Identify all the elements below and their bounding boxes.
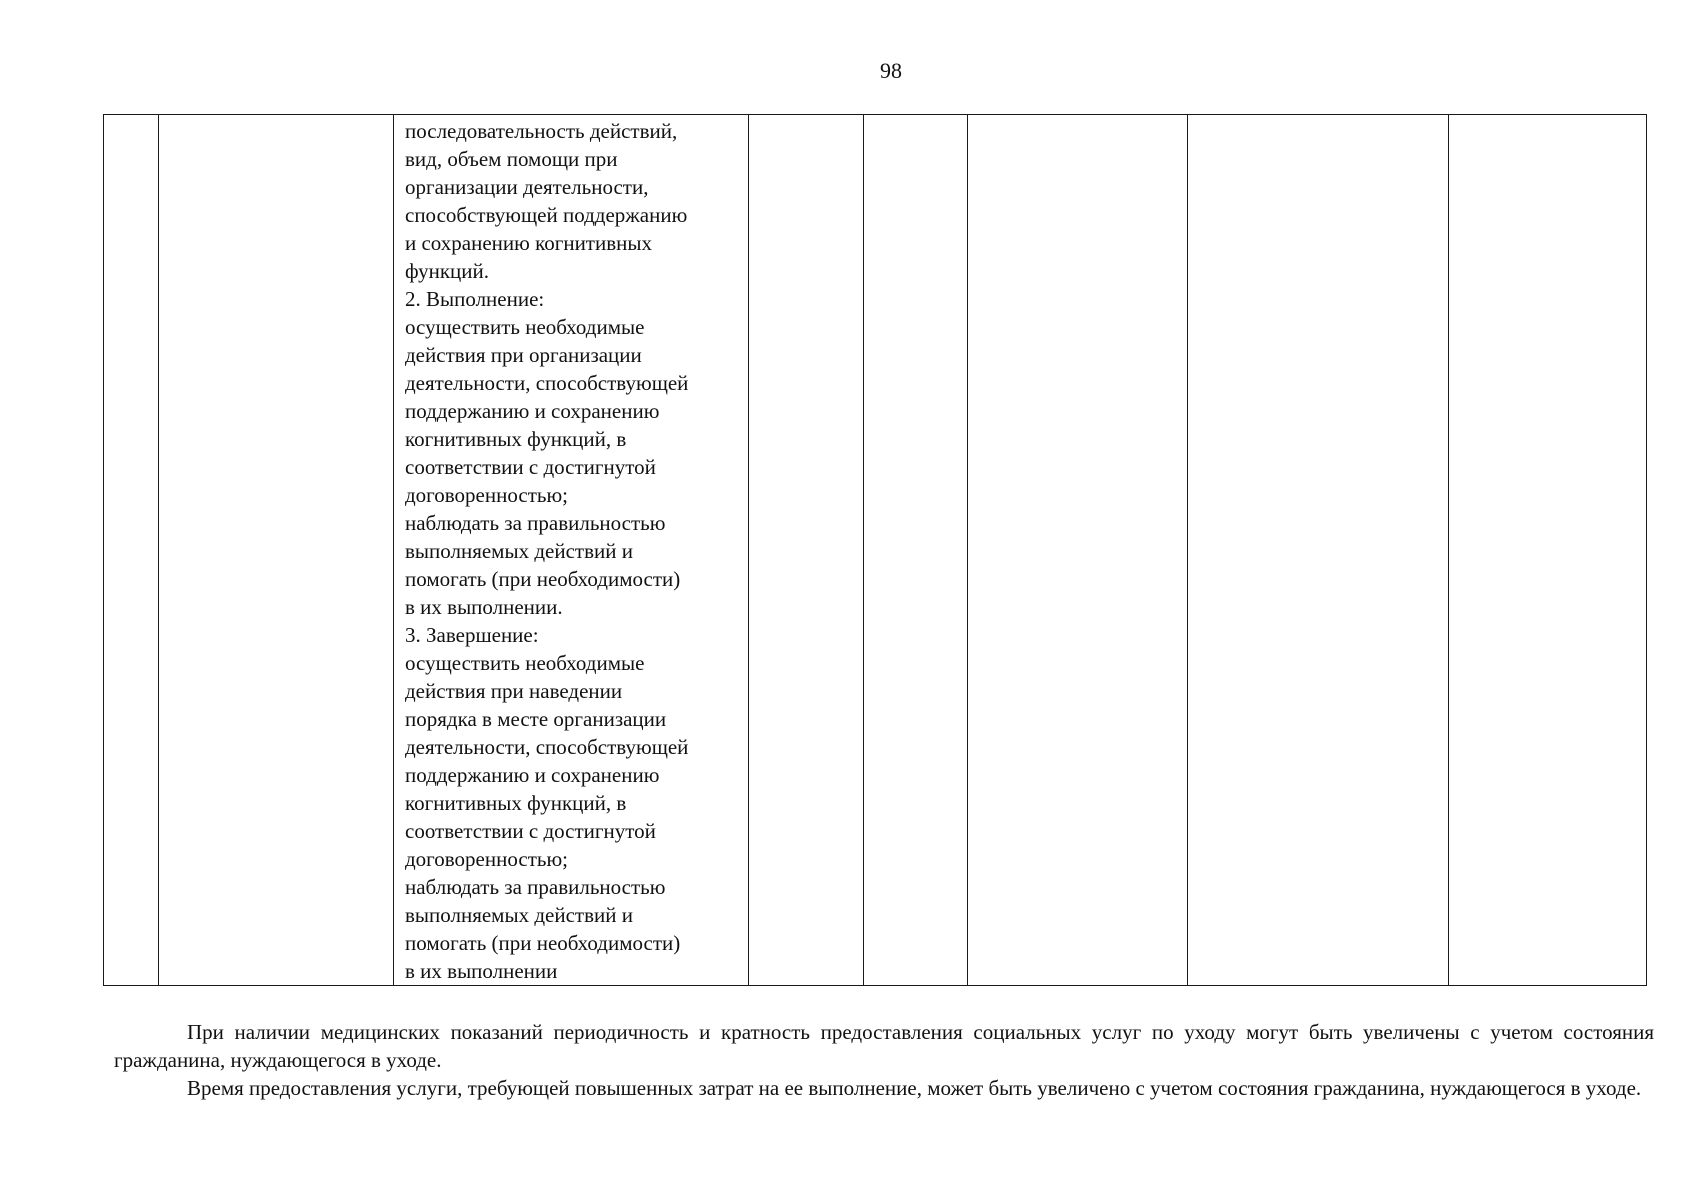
note-paragraph-1-text: При наличии медицинских показаний периодичность и кратность предоставления социальных услуг по уходу могут быть увеличены с учетом состояния гражданина, нуждающегося в уходе.	[114, 1020, 1654, 1072]
table-cell-column-5	[864, 115, 968, 986]
page-number: 98	[880, 58, 902, 83]
table-cell-service-name	[159, 115, 394, 986]
note-paragraph-2	[114, 1074, 1654, 1102]
note-paragraph-1	[114, 1018, 1654, 1074]
note-paragraph-2-text: Время предоставления услуги, требующей повышенных затрат на ее выполнение, может быть увеличено с учетом состояния гражданина, нуждающегося в уходе.	[187, 1076, 1642, 1100]
table-cell-column-4	[749, 115, 864, 986]
table-cell-number	[104, 115, 159, 986]
service-table	[103, 114, 1647, 986]
table-cell-column-8	[1449, 115, 1647, 986]
table-cell-column-7	[1188, 115, 1449, 986]
table-cell-column-6	[968, 115, 1188, 986]
description-text: последовательность действий, вид, объем помощи при организации деятельности, способствующей поддержанию и сохранению когнитивных функций. 2. Выполнение: осуществить необходимые действия при организации деятельности, способствующей поддержанию и сохранению когнитивных функций, в соответствии с достигнутой договоренностью; наблюдать за правильностью выполняемых действий и помогать (при необходимости) в их выполнении. 3. Завершение: осуществить необходимые действия при наведении порядка в месте организации деятельности, способствующей поддержанию и сохранению когнитивных функций, в соответствии с достигнутой договоренностью; наблюдать за правильностью выполняемых действий и помогать (при необходимости) в их выполнении	[405, 119, 689, 983]
table-row	[104, 115, 1647, 986]
table-cell-description	[394, 115, 749, 986]
